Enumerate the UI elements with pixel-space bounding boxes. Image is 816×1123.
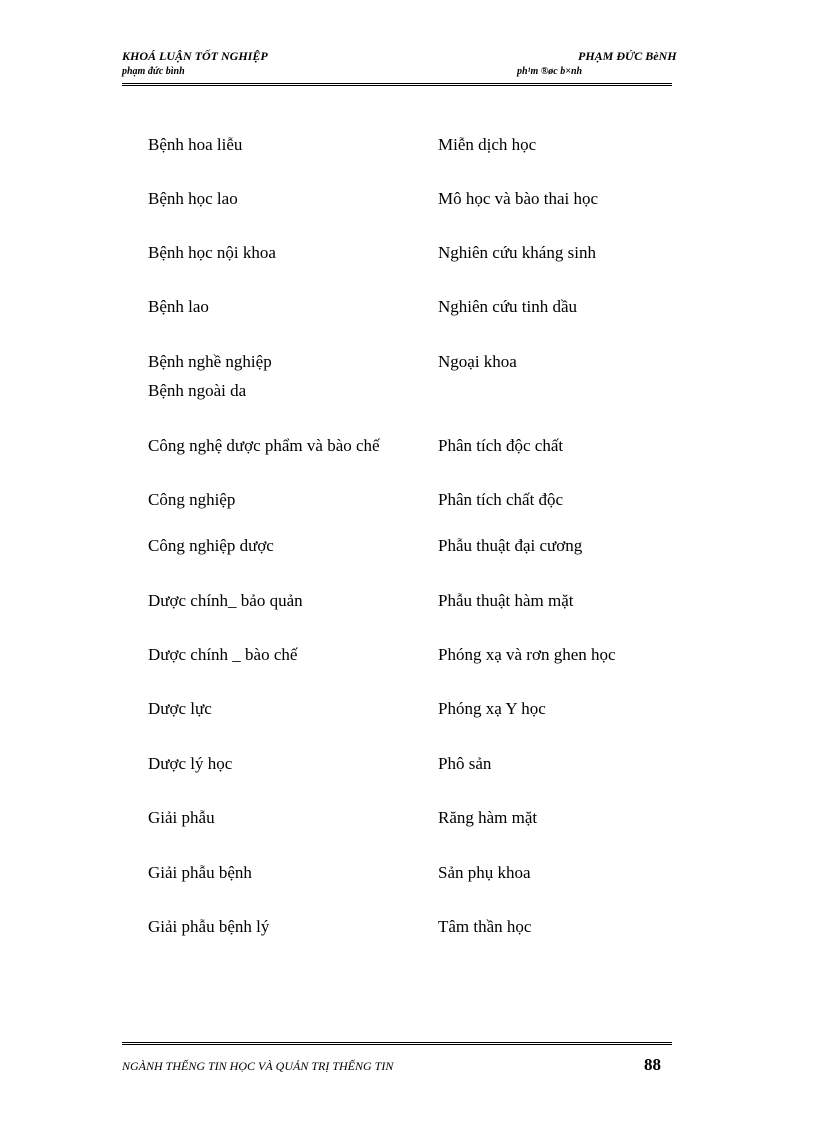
list-item: Công nghệ dược phẩm và bào chế bbox=[148, 436, 380, 455]
list-item: Dược lực bbox=[148, 699, 212, 718]
list-item: Phô sản bbox=[438, 754, 492, 773]
header-divider bbox=[122, 83, 672, 86]
header-subtitle-left: phạm đức bình bbox=[122, 66, 185, 77]
list-item: Công nghiệp bbox=[148, 490, 236, 509]
list-item: Bệnh học nội khoa bbox=[148, 243, 276, 262]
list-item: Phẫu thuật đại cương bbox=[438, 536, 583, 555]
footer-text: NGÀNH THẾNG TIN HỌC VÀ QUẢN TRỊ THẾNG TIN bbox=[122, 1059, 394, 1073]
list-item: Giải phẫu bệnh bbox=[148, 863, 252, 882]
list-item: Nghiên cứu kháng sinh bbox=[438, 243, 596, 262]
list-item: Phân tích độc chất bbox=[438, 436, 564, 455]
list-item: Sản phụ khoa bbox=[438, 863, 531, 882]
list-item: Ngoại khoa bbox=[438, 352, 517, 371]
list-item: Dược chính _ bào chế bbox=[148, 645, 298, 664]
list-item: Miễn dịch học bbox=[438, 135, 537, 154]
list-item: Mô học và bào thai học bbox=[438, 189, 599, 208]
list-item: Nghiên cứu tinh dầu bbox=[438, 297, 578, 316]
footer-divider bbox=[122, 1042, 672, 1045]
list-item: Công nghiệp dược bbox=[148, 536, 274, 555]
list-item: Dược chính_ bảo quản bbox=[148, 591, 303, 610]
list-item: Răng hàm mặt bbox=[438, 808, 538, 827]
list-item: Bệnh học lao bbox=[148, 189, 238, 208]
list-item: Giải phẫu bệnh lý bbox=[148, 917, 270, 936]
list-item: Phân tích chất độc bbox=[438, 490, 564, 509]
header-subtitle-right: ph¹m ®øc b×nh bbox=[517, 66, 583, 77]
list-item: Bệnh hoa liễu bbox=[148, 135, 243, 154]
page-number: 88 bbox=[644, 1055, 661, 1074]
list-item: Tâm thần học bbox=[438, 917, 532, 936]
list-item: Giải phẫu bbox=[148, 808, 215, 827]
list-item: Dược lý học bbox=[148, 754, 233, 773]
list-item: Bệnh nghề nghiệp bbox=[148, 352, 272, 371]
list-item: Phóng xạ và rơn ghen học bbox=[438, 645, 616, 664]
list-item: Bệnh ngoài da bbox=[148, 381, 247, 400]
list-item: Phẫu thuật hàm mặt bbox=[438, 591, 574, 610]
list-item: Phóng xạ Y học bbox=[438, 699, 546, 718]
list-item: Bệnh lao bbox=[148, 297, 209, 316]
header-title-left: KHOÁ LUẬN TỐT NGHIỆP bbox=[122, 49, 268, 63]
header-title-right: PHẠM ĐỨC BèNH bbox=[578, 49, 677, 63]
